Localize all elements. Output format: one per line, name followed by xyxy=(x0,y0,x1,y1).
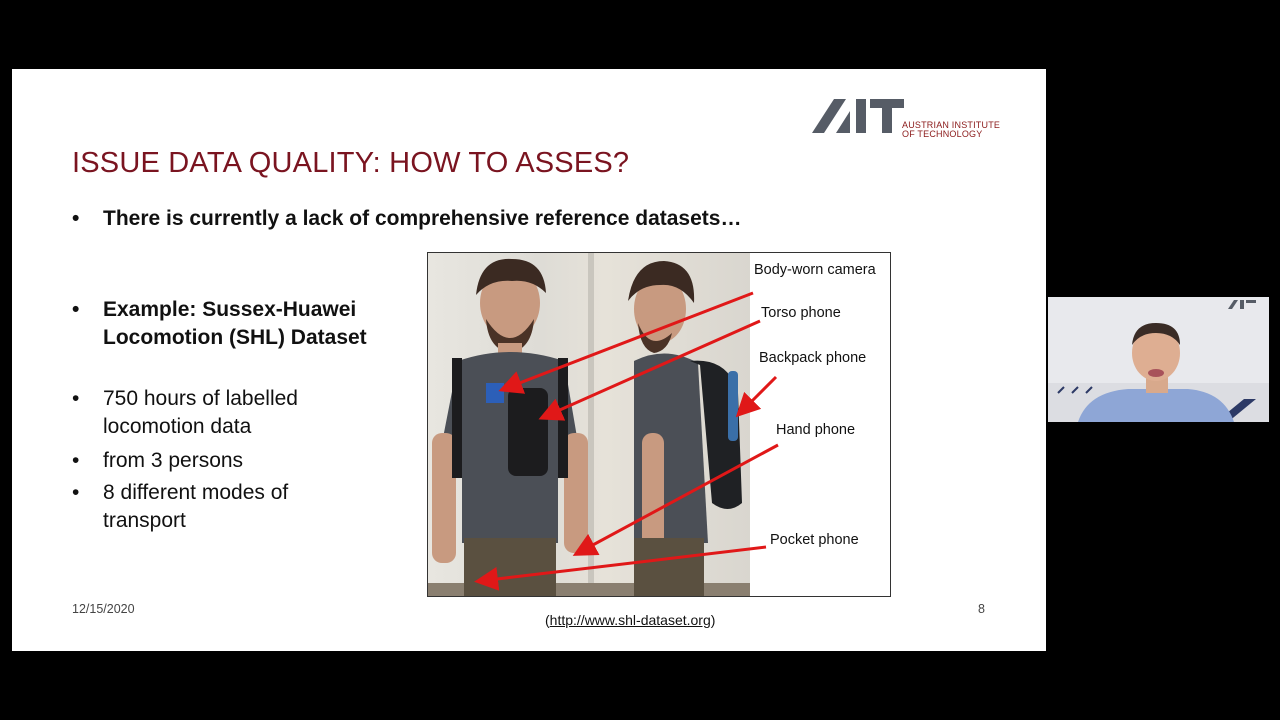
source-citation xyxy=(545,612,715,628)
logo-text-line1: AUSTRIAN INSTITUTE xyxy=(902,120,1001,130)
bullet-text: There is currently a lack of comprehensive reference datasets… xyxy=(103,207,742,230)
slide-page-number: 8 xyxy=(978,602,985,616)
label-body-worn-camera: Body-worn camera xyxy=(754,262,876,278)
bullet-dot: • xyxy=(72,298,80,321)
bullet-text: 750 hours of labelled xyxy=(103,387,298,410)
source-close-paren: ) xyxy=(710,612,716,628)
bullet-text: transport xyxy=(103,509,186,532)
presentation-slide xyxy=(12,69,1046,651)
presenter-video-icon xyxy=(1048,297,1269,422)
label-torso-phone: Torso phone xyxy=(761,305,841,321)
bullet-dot: • xyxy=(72,481,80,504)
webcam-video-feed xyxy=(1048,297,1269,422)
bullet-text: from 3 persons xyxy=(103,449,244,472)
slide-title: ISSUE DATA QUALITY: HOW TO ASSES? xyxy=(72,147,630,179)
bullet-dot: • xyxy=(72,449,80,472)
label-pocket-phone: Pocket phone xyxy=(770,532,859,548)
bullet-dot: • xyxy=(72,207,80,230)
bullet-text: Example: Sussex-Huawei xyxy=(103,298,357,321)
source-link[interactable]: http://www.shl-dataset.org xyxy=(549,612,711,628)
bullet-text: Locomotion (SHL) Dataset xyxy=(103,326,367,349)
shl-sensor-figure xyxy=(427,252,891,597)
bullet-text: locomotion data xyxy=(103,415,252,438)
logo-text-line2: OF TECHNOLOGY xyxy=(902,129,983,139)
logo-text xyxy=(902,121,1000,139)
bullet-dot: • xyxy=(72,387,80,410)
label-hand-phone: Hand phone xyxy=(776,422,856,438)
label-backpack-phone: Backpack phone xyxy=(759,350,867,366)
bullet-text: 8 different modes of xyxy=(103,481,289,504)
slide-date: 12/15/2020 xyxy=(72,602,135,616)
source-open-paren: ( xyxy=(545,612,550,628)
